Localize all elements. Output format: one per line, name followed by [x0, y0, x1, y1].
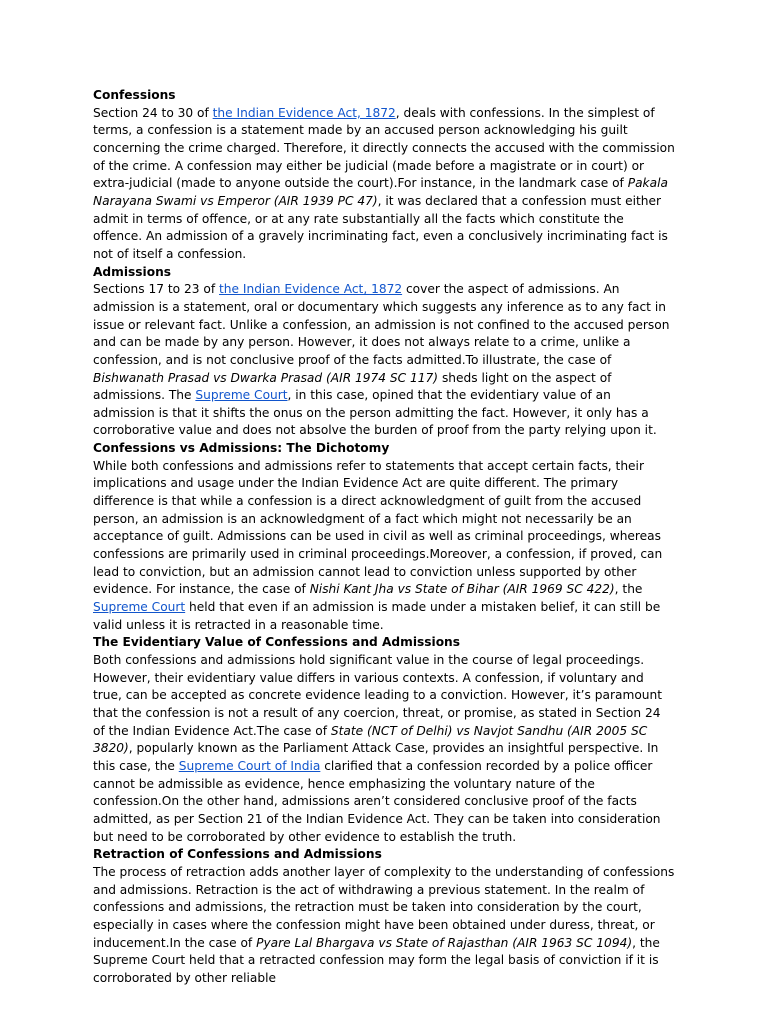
- paragraph-text: , popularly known as the Parliament Attack Case, provides an insightful perspective. In this case, the: [93, 741, 659, 773]
- paragraph-text: While both confessions and admissions refer to statements that accept certain facts, their implications and usage under the Indian Evidence Act are quite different. The primary difference is that while a confession is a direct acknowledgment of guilt from the accused person, an admission is an acknowledgment of a fact which might not necessarily be an acceptance of guilt. Admissions can be used in civil as well as criminal proceedings, whereas confessions are primarily used in criminal proceedings.Moreover, a confession, if proved, can lead to conviction, but an admission cannot lead to conviction unless supported by other evidence. For instance, the case of: [93, 458, 663, 597]
- hyperlink[interactable]: the Indian Evidence Act, 1872: [219, 282, 403, 297]
- section-heading: Confessions: [93, 88, 176, 102]
- section-paragraph: [93, 458, 675, 635]
- paragraph-text: sheds light on the aspect of admissions. The: [93, 370, 612, 403]
- paragraph-text: Sections 17 to 23 of: [93, 282, 219, 297]
- case-citation: Pyare Lal Bhargava vs State of Rajasthan (AIR 1963 SC 1094): [256, 935, 633, 950]
- case-citation: State (NCT of Delhi) vs Navjot Sandhu (AIR 2005 SC 3820): [93, 723, 648, 756]
- hyperlink[interactable]: Supreme Court: [195, 388, 288, 403]
- section-heading: Confessions vs Admissions: The Dichotomy: [93, 441, 390, 456]
- paragraph-text: The process of retraction adds another layer of complexity to the understanding of confessions and admissions. Retraction is the act of withdrawing a previous statement. In the realm of confessions and admissions, the retraction must be taken into consideration by the court, especially in cases where the confession might have been obtained under duress, threat, or inducement.In the case of: [93, 864, 675, 950]
- case-citation: Nishi Kant Jha vs State of Bihar (AIR 1969 SC 422): [309, 582, 615, 597]
- paragraph-text: Section 24 to 30 of: [93, 105, 213, 120]
- paragraph-text: held that even if an admission is made under a mistaken belief, it can still be valid unless it is retracted in a reasonable time.: [93, 600, 661, 632]
- paragraph-text: , deals with confessions. In the simplest of terms, a confession is a statement made by an accused person acknowledging his guilt concerning the crime charged. Therefore, it directly connects the accused with the commission of the crime. A confession may either be judicial (made before a magistrate or in court) or extra-judicial (made to anyone outside the court).For instance, in the landmark case of: [93, 105, 675, 191]
- paragraph-text: , it was declared that a confession must either admit in terms of offence, or at any rate substantially all the facts which constitute the offence. An admission of a gravely incriminating fact, even a conclusively incriminating fact is not of itself a confession.: [93, 193, 668, 261]
- document-page: [93, 87, 675, 987]
- hyperlink[interactable]: the Indian Evidence Act, 1872: [212, 105, 396, 120]
- section-paragraph: [93, 281, 675, 440]
- section-paragraph: [93, 652, 675, 846]
- case-citation: Bishwanath Prasad vs Dwarka Prasad (AIR 1974 SC 117): [93, 370, 439, 385]
- hyperlink[interactable]: Supreme Court: [93, 600, 186, 615]
- paragraph-text: , the: [614, 582, 643, 597]
- section-heading: The Evidentiary Value of Confessions and Admissions: [93, 635, 460, 650]
- section-paragraph: [93, 864, 675, 988]
- paragraph-text: Both confessions and admissions hold significant value in the course of legal proceedings. However, their evidentiary value differs in various contexts. A confession, if voluntary and true, can be accepted as concrete evidence leading to a conviction. However, it’s paramount that the confession is not a result of any coercion, threat, or promise, as stated in Section 24 of the Indian Evidence Act.The case of: [93, 653, 663, 738]
- case-citation: Pakala Narayana Swami vs Emperor (AIR 1939 PC 47): [93, 176, 668, 208]
- section-paragraph: [93, 105, 675, 264]
- section-heading: Retraction of Confessions and Admissions: [93, 847, 382, 862]
- hyperlink[interactable]: Supreme Court of India: [178, 758, 321, 773]
- section-heading: Admissions: [93, 264, 172, 279]
- paragraph-text: clarified that a confession recorded by a police officer cannot be admissible as evidence, hence emphasizing the voluntary nature of the confession.On the other hand, admissions aren’t considered conclusive proof of the facts admitted, as per Section 21 of the Indian Evidence Act. They can be taken into consideration but need to be corroborated by other evidence to establish the truth.: [93, 758, 661, 844]
- paragraph-text: , the Supreme Court held that a retracted confession may form the legal basis of conviction if it is corroborated by other reliable: [93, 935, 660, 985]
- paragraph-text: cover the aspect of admissions. An admission is a statement, oral or documentary which suggests any inference as to any fact in issue or relevant fact. Unlike a confession, an admission is not confined to the accused person and can be made by any person. However, it does not always relate to a crime, unlike a confession, and is not conclusive proof of the facts admitted.To illustrate, the case of: [93, 282, 670, 367]
- paragraph-text: , in this case, opined that the evidentiary value of an admission is that it shifts the onus on the person admitting the fact. However, it only has a corroborative value and does not absolve the burden of proof from the party relying upon it.: [93, 388, 657, 438]
